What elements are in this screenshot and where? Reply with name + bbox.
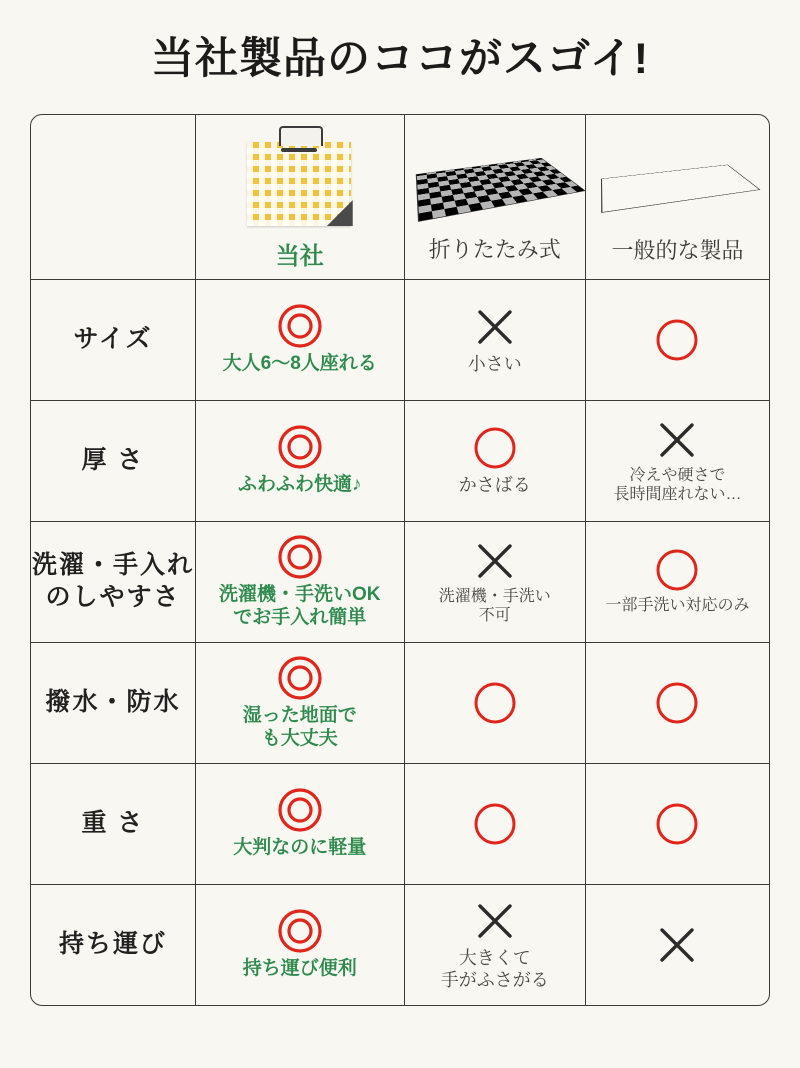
table-row [31, 521, 769, 642]
header-cell-0 [195, 115, 404, 280]
header-cell-1 [404, 115, 585, 280]
cell-r1-c0 [195, 400, 404, 521]
table-row [31, 642, 769, 763]
row-label: サイズ [73, 324, 153, 353]
table-row [31, 884, 769, 1005]
cell-note: 洗濯機・手洗い 不可 [438, 587, 551, 624]
table-row [31, 400, 769, 521]
cell-r5-c0 [195, 884, 404, 1005]
table-header-row [31, 115, 769, 280]
comparison-table-wrapper [30, 114, 770, 1006]
cell-note: 大人6〜8人座れる [222, 353, 377, 375]
table-row [31, 763, 769, 884]
cross-icon [654, 417, 700, 463]
row-label-cell [31, 884, 195, 1005]
double-circle-icon [277, 787, 323, 833]
row-label-cell [31, 279, 195, 400]
cell-r2-c2 [585, 521, 769, 642]
header-label: 折りたたみ式 [428, 237, 561, 263]
cross-icon [472, 898, 518, 944]
header-blank-cell [31, 115, 195, 280]
cell-r0-c0 [195, 279, 404, 400]
row-label-cell [31, 400, 195, 521]
row-label: 重 さ [81, 808, 145, 837]
cell-r3-c2 [585, 642, 769, 763]
cell-r0-c1 [404, 279, 585, 400]
cell-r0-c2 [585, 279, 769, 400]
cell-r2-c1 [404, 521, 585, 642]
double-circle-icon [277, 534, 323, 580]
circle-icon [654, 547, 700, 593]
cell-r4-c2 [585, 763, 769, 884]
circle-icon [472, 801, 518, 847]
cell-r5-c1 [404, 884, 585, 1005]
double-circle-icon [277, 655, 323, 701]
cell-note: かさばる [458, 474, 531, 495]
table-row [31, 279, 769, 400]
comparison-table [31, 115, 769, 1005]
cell-note: 湿った地面で も大丈夫 [242, 705, 357, 749]
plain-sheet-image [602, 144, 752, 224]
row-label: 撥水・防水 [45, 687, 181, 716]
product-carry-mat-image [241, 122, 359, 230]
circle-icon [472, 680, 518, 726]
double-circle-icon [277, 424, 323, 470]
page-title: 当社製品のココがスゴイ! [150, 35, 650, 83]
circle-icon [654, 801, 700, 847]
cell-r4-c1 [404, 763, 585, 884]
circle-icon [654, 317, 700, 363]
cell-r5-c2 [585, 884, 769, 1005]
cell-note: 大きくて 手がふさがる [440, 948, 549, 990]
header-label: 一般的な製品 [611, 238, 744, 264]
cell-note: 一部手洗い対応のみ [605, 597, 750, 615]
cross-icon [654, 922, 700, 968]
cell-r3-c1 [404, 642, 585, 763]
header-cell-2 [585, 115, 769, 280]
row-label: 持ち運び [58, 929, 167, 958]
double-circle-icon [277, 908, 323, 954]
row-label: 厚 さ [81, 445, 145, 474]
circle-icon [654, 680, 700, 726]
row-label: 洗濯・手入れ のしやすさ [31, 551, 194, 611]
cell-note: ふわふわ快適♪ [237, 474, 362, 496]
cell-r1-c1 [404, 400, 585, 521]
cross-icon [472, 538, 518, 584]
cell-r2-c0 [195, 521, 404, 642]
cell-r4-c0 [195, 763, 404, 884]
row-label-cell [31, 763, 195, 884]
cell-note: 冷えや硬さで 長時間座れない… [613, 466, 742, 503]
row-label-cell [31, 521, 195, 642]
row-label-cell [31, 642, 195, 763]
double-circle-icon [277, 303, 323, 349]
cell-r1-c2 [585, 400, 769, 521]
cell-note: 大判なのに軽量 [233, 837, 367, 859]
cell-note: 小さい [467, 353, 522, 374]
header-label: 当社 [275, 243, 324, 271]
folded-checkered-mat-image [420, 139, 570, 225]
cross-icon [472, 304, 518, 350]
circle-icon [472, 425, 518, 471]
cell-note: 洗濯機・手洗いOK でお手入れ簡単 [218, 584, 381, 628]
cell-r3-c0 [195, 642, 404, 763]
cell-note: 持ち運び便利 [242, 958, 357, 980]
